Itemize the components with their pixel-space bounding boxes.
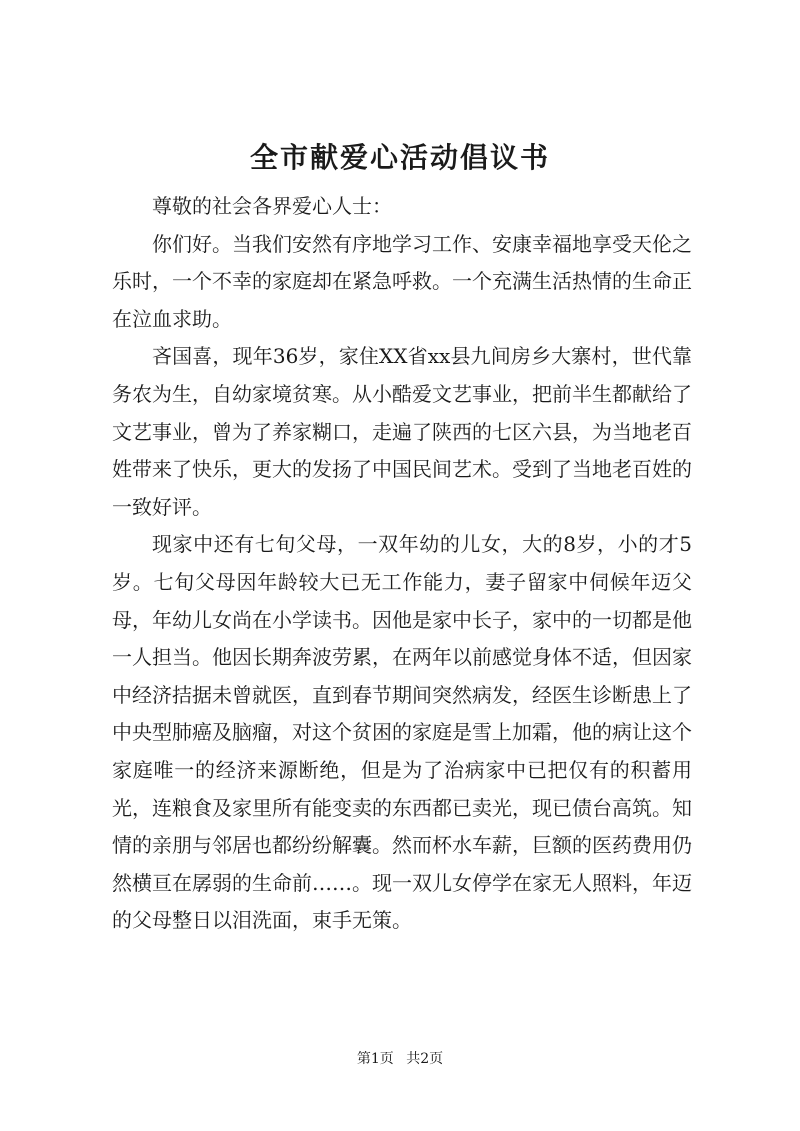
document-body bbox=[112, 188, 692, 940]
paragraph-background: 吝国喜，现年36岁，家住XX省xx县九间房乡大寨村，世代靠务农为生，自幼家境贫寒。从小酷爱文艺事业，把前半生都献给了文艺事业，曾为了养家糊口，走遍了陕西的七区六县，为当地老百姓带来了快乐，更大的发扬了中国民间艺术。受到了当地老百姓的一致好评。 bbox=[112, 344, 692, 519]
page-number: 第1页 bbox=[356, 1051, 394, 1067]
paragraph-greeting: 你们好。当我们安然有序地学习工作、安康幸福地享受天伦之乐时，一个不幸的家庭却在紧急呼救。一个充满生活热情的生命正在泣血求助。 bbox=[112, 231, 692, 331]
page-footer bbox=[0, 1049, 800, 1069]
salutation: 尊敬的社会各界爱心人士： bbox=[152, 194, 392, 218]
page-total: 共2页 bbox=[406, 1051, 444, 1067]
document-title: 全市献爱心活动倡议书 bbox=[249, 141, 550, 174]
paragraph-situation: 现家中还有七旬父母，一双年幼的儿女，大的8岁，小的才5岁。七旬父母因年龄较大已无工作能力，妻子留家中伺候年迈父母，年幼儿女尚在小学读书。因他是家中长子，家中的一切都是他一人担当。他因长期奔波劳累，在两年以前感觉身体不适，但因家中经济拮据未曾就医，直到春节期间突然病发，经医生诊断患上了中央型肺癌及脑瘤，对这个贫困的家庭是雪上加霜，他的病让这个家庭唯一的经济来源断绝，但是为了治病家中已把仅有的积蓄用光，连粮食及家里所有能变卖的东西都已卖光，现已债台高筑。知情的亲朋与邻居也都纷纷解囊。然而杯水车薪，巨额的医药费用仍然横亘在孱弱的生命前……。现一双儿女停学在家无人照料，年迈的父母整日以泪洗面，束手无策。 bbox=[112, 532, 692, 933]
